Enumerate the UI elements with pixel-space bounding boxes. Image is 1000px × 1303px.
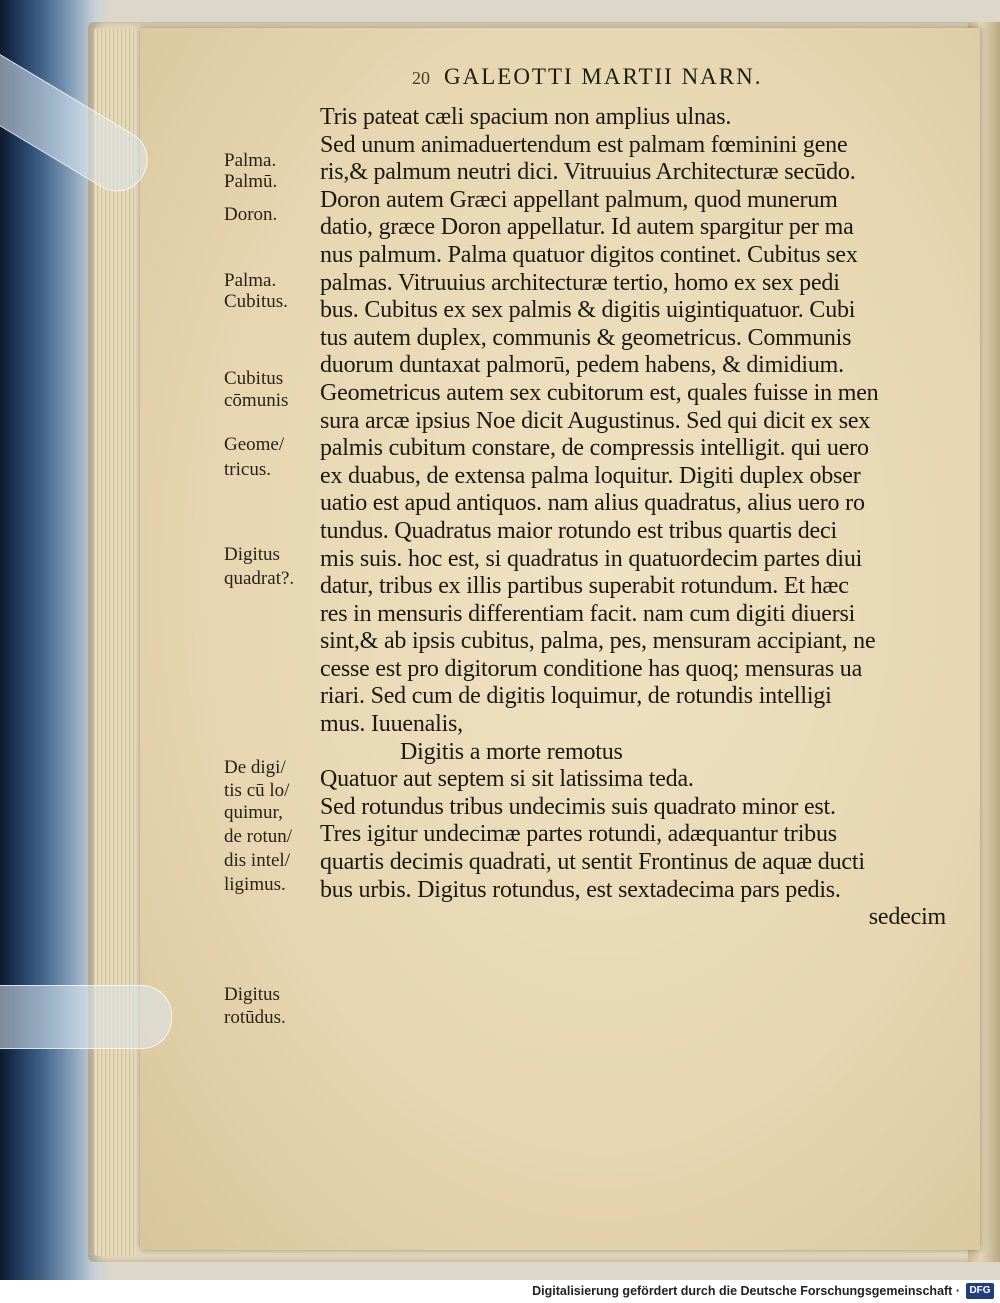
text-line: duorum duntaxat palmorū, pedem habens, & dimidium.	[320, 352, 844, 379]
margin-note: de rotun/	[224, 826, 293, 847]
text-line: res in mensuris differentiam facit. nam cum digiti diuersi	[320, 600, 856, 627]
margin-note: tis cū lo/	[224, 780, 290, 801]
text-line: mus. Iuuenalis,	[320, 711, 463, 738]
margin-note: Palmū.	[224, 171, 278, 192]
margin-note: quadrat?.	[224, 568, 295, 589]
margin-note: Palma.	[224, 150, 277, 171]
text-line: datur, tribus ex illis partibus superabit rotundum. Et hæc	[320, 573, 849, 600]
text-line: Tris pateat cæli spacium non amplius ulnas.	[320, 104, 732, 130]
text-line: bus urbis. Digitus rotundus, est sextadecima pars pedis.	[320, 876, 841, 903]
text-line: quartis decimis quadrati, ut sentit Frontinus de aquæ ducti	[320, 849, 865, 876]
margin-note: De digi/	[224, 757, 286, 778]
dfg-logo-icon: DFG	[966, 1283, 994, 1299]
text-line: tus autem duplex, communis & geometricus. Communis	[320, 324, 852, 351]
text-line: Digitis a morte remotus	[400, 738, 623, 765]
text-line: sura arcæ ipsius Noe dicit Augustinus. Sed qui dicit ex sex	[320, 407, 871, 434]
text-line: Tres igitur undecimæ partes rotundi, adæquantur tribus	[320, 821, 837, 848]
margin-note: ligimus.	[224, 874, 286, 895]
credit-bar	[0, 1280, 1000, 1303]
text-line: uatio est apud antiquos. nam alius quadratus, alius uero ro	[320, 490, 865, 517]
text-line: Sed unum animaduertendum est palmam fœminini gene	[320, 131, 848, 158]
text-line: cesse est pro digitorum conditione has quoq; mensuras ua	[320, 655, 863, 682]
text-line: bus. Cubitus ex sex palmis & digitis uigintiquatuor. Cubi	[320, 297, 856, 324]
margin-note: Cubitus	[224, 368, 284, 389]
text-line: sint,& ab ipsis cubitus, palma, pes, mensuram accipiant, ne	[320, 628, 876, 655]
body-text	[320, 104, 960, 932]
text-line: Quatuor aut septem si sit latissima teda.	[320, 766, 694, 793]
running-head: GALEOTTI MARTII NARN.	[444, 64, 763, 89]
text-line: Doron autem Græci appellant palmum, quod munerum	[320, 186, 838, 213]
margin-note: dis intel/	[224, 850, 290, 871]
text-line: mis suis. hoc est, si quadratus in quatuordecim partes diui	[320, 545, 863, 572]
text-line: Geometricus autem sex cubitorum est, quales fuisse in men	[320, 379, 879, 406]
text-line: palmas. Vitruuius architecturæ tertio, homo ex sex pedi	[320, 269, 840, 296]
margin-note: Digitus	[224, 544, 280, 565]
margin-note: tricus.	[224, 459, 271, 480]
page-clip-bottom	[0, 985, 172, 1049]
text-line: nus palmum. Palma quatuor digitos continet. Cubitus sex	[320, 241, 858, 268]
text-line: ex duabus, de extensa palma loquitur. Digiti duplex obser	[320, 462, 861, 489]
margin-note: Doron.	[224, 204, 278, 225]
margin-note: Digitus	[224, 984, 280, 1005]
margin-note: Geome/	[224, 434, 285, 455]
margin-note: rotūdus.	[224, 1007, 286, 1028]
folio-number: 20	[412, 68, 430, 88]
credit-text: Digitalisierung gefördert durch die Deutsche Forschungsgemeinschaft ·	[532, 1284, 960, 1298]
catchword: sedecim	[868, 904, 946, 931]
margin-note: cōmunis	[224, 390, 289, 411]
text-line: ris,& palmum neutri dici. Vitruuius Architecturæ secūdo.	[320, 159, 856, 186]
text-line: tundus. Quadratus maior rotundo est tribus quartis deci	[320, 517, 837, 544]
text-line: riari. Sed cum de digitis loquimur, de rotundis intelligi	[320, 683, 832, 710]
text-line: Sed rotundus tribus undecimis suis quadrato minor est.	[320, 793, 836, 820]
margin-note: quimur,	[224, 802, 283, 823]
text-line: datio, græce Doron appellatur. Id autem spargitur per ma	[320, 214, 854, 241]
text-line: palmis cubitum constare, de compressis intelligit. qui uero	[320, 435, 869, 462]
margin-note: Cubitus.	[224, 291, 288, 312]
margin-note: Palma.	[224, 270, 277, 291]
